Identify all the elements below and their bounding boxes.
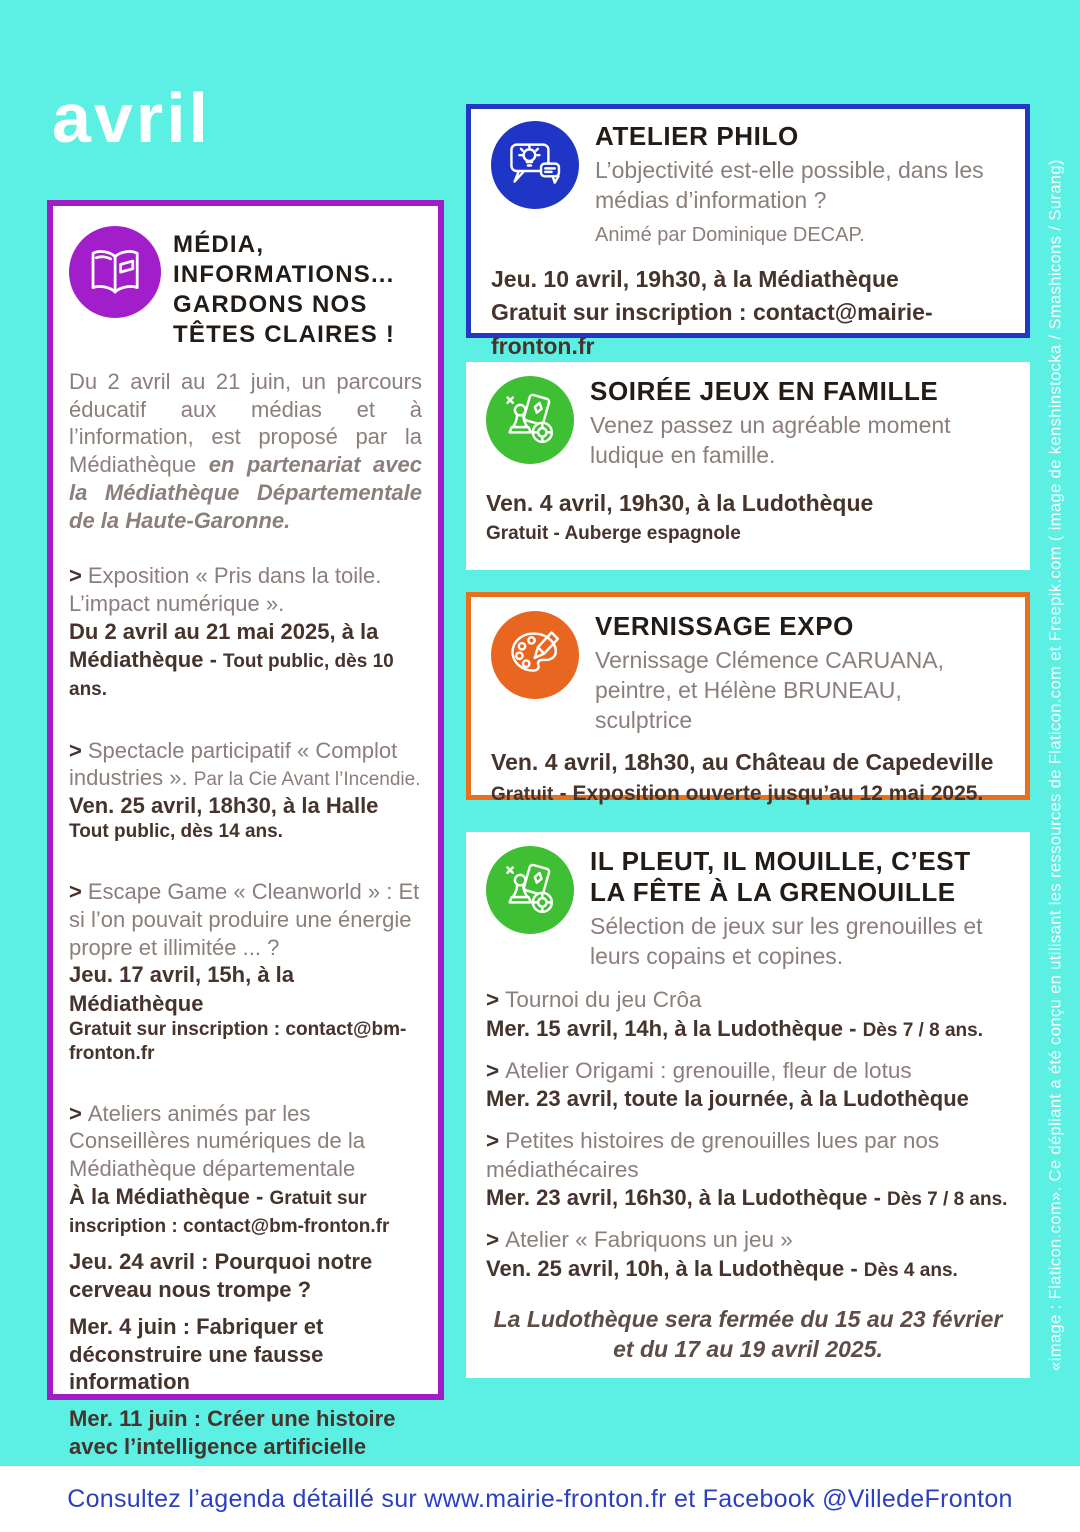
grenouille-title: IL PLEUT, IL MOUILLE, C’EST LA FÊTE À LA GRENOUILLE	[590, 846, 971, 908]
ateliers-place: À la Médiathèque -	[69, 1183, 264, 1209]
origami-date: Mer. 23 avril, toute la journée, à la Ludothèque	[486, 1086, 969, 1112]
ateliers-session-3: Mer. 11 juin : Créer une histoire avec l’intelligence artificielle	[69, 1406, 396, 1459]
vernissage-desc: Vernissage Clémence CARUANA, peintre, et Hélène BRUNEAU, sculptrice	[595, 647, 944, 733]
jeux-desc: Venez passez un agréable moment ludique en famille.	[590, 412, 951, 469]
footer-bar	[0, 1466, 1080, 1532]
media-item-exposition	[69, 562, 422, 702]
exposition-date: Du 2 avril au 21 mai 2025, à la Médiathèque -	[69, 618, 379, 672]
philo-title: ATELIER PHILO	[595, 121, 799, 151]
ateliers-session-1: Jeu. 24 avril : Pourquoi notre cerveau nous trompe ?	[69, 1249, 373, 1303]
arrow-bullet: >	[69, 1100, 82, 1126]
origami-lead: Atelier Origami : grenouille, fleur de lotus	[505, 1057, 912, 1083]
jeux-title: SOIRÉE JEUX EN FAMILLE	[590, 376, 939, 406]
ateliers-session-2: Mer. 4 juin : Fabriquer et déconstruire une fausse information	[69, 1313, 324, 1395]
philo-date: Jeu. 10 avril, 19h30, à la Médiathèque	[491, 265, 899, 292]
month-title: avril	[52, 79, 211, 157]
media-informations-box	[47, 200, 444, 1459]
media-intro-regular: Du 2 avril au 21 juin, un parcours éducatif aux médias et à l’information, est proposé par la Médiathèque	[69, 369, 422, 478]
grenouille-desc: Sélection de jeux sur les grenouilles et leurs copains et copines.	[590, 913, 983, 970]
fabriquons-lead: Atelier « Fabriquons un jeu »	[505, 1227, 793, 1253]
exposition-lead: Exposition « Pris dans la toile. L’impact numérique ».	[69, 563, 382, 617]
media-box-header	[69, 226, 422, 350]
media-title-line1: MÉDIA,	[173, 231, 265, 258]
philo-animator: Animé par Dominique DECAP.	[595, 223, 865, 246]
media-item-ateliers	[69, 1100, 422, 1461]
speech-bulb-icon	[491, 121, 579, 209]
spectacle-lead: Spectacle participatif « Complot industries ».	[69, 737, 398, 791]
fabriquons-age: Dès 4 ans.	[863, 1259, 958, 1281]
grenouille-item-origami	[486, 1057, 1010, 1114]
media-title-line4: TÊTES CLAIRES !	[173, 321, 396, 348]
open-book-icon	[69, 226, 161, 318]
vernissage-price: Gratuit	[491, 783, 554, 805]
vernissage-date: Ven. 4 avril, 18h30, au Château de Capedeville	[491, 748, 994, 775]
image-credit-text: «image : Flaticon.com». Ce dépliant a été conçu en utilisant les ressources de Flaticon.com et Freepik.com ( image de kenshinstocka / Smashicons / Surang)	[1046, 159, 1065, 1371]
atelier-philo-box	[466, 104, 1030, 359]
media-item-spectacle	[69, 737, 422, 845]
grenouille-item-croa	[486, 986, 1010, 1043]
game-pieces-icon	[486, 376, 574, 464]
exposition-audience: Tout public, dès 10 ans.	[69, 650, 394, 701]
spectacle-audience: Tout public, dès 14 ans.	[69, 821, 283, 843]
media-item-escape-game	[69, 878, 422, 1065]
fabriquons-date: Ven. 25 avril, 10h, à la Ludothèque -	[486, 1255, 858, 1281]
media-title-line2: INFORMATIONS...	[173, 261, 395, 288]
escape-date: Jeu. 17 avril, 15h, à la Médiathèque	[69, 962, 295, 1016]
arrow-bullet: >	[486, 987, 500, 1013]
croa-lead: Tournoi du jeu Crôa	[505, 987, 702, 1013]
histoires-age: Dès 7 / 8 ans.	[887, 1189, 1008, 1211]
arrow-bullet: >	[69, 879, 82, 905]
arrow-bullet: >	[486, 1057, 500, 1083]
philo-desc: L’objectivité est-elle possible, dans les médias d’information ?	[595, 157, 984, 214]
arrow-bullet: >	[69, 737, 82, 763]
philo-registration: Gratuit sur inscription : contact@mairie-fronton.fr	[491, 299, 933, 359]
jeux-date: Ven. 4 avril, 19h30, à la Ludothèque	[486, 489, 874, 516]
arrow-bullet: >	[486, 1128, 500, 1154]
media-intro	[69, 368, 422, 534]
paint-palette-icon	[491, 611, 579, 699]
vernissage-expo-box	[466, 592, 1030, 805]
grenouille-item-histoires	[486, 1127, 1010, 1212]
escape-registration: Gratuit sur inscription : contact@bm-fronton.fr	[69, 1018, 407, 1064]
arrow-bullet: >	[486, 1227, 500, 1253]
ateliers-registration: Gratuit sur inscription : contact@bm-fronton.fr	[69, 1187, 390, 1238]
histoires-date: Mer. 23 avril, 16h30, à la Ludothèque -	[486, 1185, 881, 1211]
croa-age: Dès 7 / 8 ans.	[862, 1019, 983, 1041]
spectacle-date: Ven. 25 avril, 18h30, à la Halle	[69, 793, 379, 819]
grenouille-box	[466, 832, 1030, 1378]
grenouille-item-fabriquons	[486, 1226, 1010, 1283]
arrow-bullet: >	[69, 563, 82, 589]
croa-date: Mer. 15 avril, 14h, à la Ludothèque -	[486, 1015, 857, 1041]
histoires-lead: Petites histoires de grenouilles lues par nos médiathécaires	[486, 1128, 940, 1182]
jeux-price: Gratuit - Auberge espagnole	[486, 523, 741, 545]
ludotheque-closing-notice: La Ludothèque sera fermée du 15 au 23 février et du 17 au 19 avril 2025.	[493, 1306, 1003, 1363]
spectacle-credit: Par la Cie Avant l’Incendie.	[193, 769, 421, 791]
media-box-title	[173, 230, 395, 350]
soiree-jeux-box	[466, 362, 1030, 570]
escape-lead: Escape Game « Cleanworld » : Et si l’on pouvait produire une énergie propre et illimitée ... ?	[69, 879, 420, 960]
media-intro-italic: en partenariat avec la Médiathèque Départementale de la Haute-Garonne.	[69, 452, 422, 533]
game-pieces-icon	[486, 846, 574, 934]
vernissage-title: VERNISSAGE EXPO	[595, 611, 854, 641]
ateliers-lead: Ateliers animés par les Conseillères numériques de la Médiathèque départementale	[69, 1100, 365, 1182]
footer-agenda-text: Consultez l’agenda détaillé sur www.mairie-fronton.fr et Facebook @VilledeFronton	[67, 1484, 1013, 1513]
vernissage-duration: - Exposition ouverte jusqu’au 12 mai 2025.	[559, 781, 984, 805]
media-title-line3: GARDONS NOS	[173, 291, 368, 318]
